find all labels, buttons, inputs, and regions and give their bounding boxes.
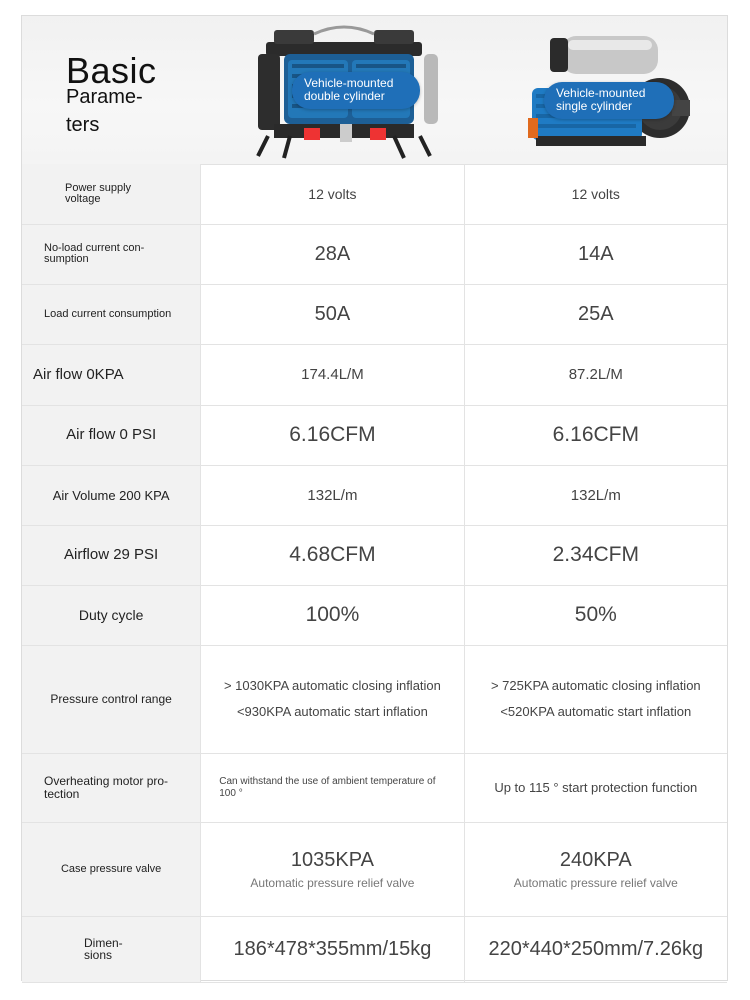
title-sub-line1: Parame- [66, 86, 143, 108]
double-value [201, 645, 464, 753]
row-label [22, 585, 201, 645]
row-label-text: Air flow 0 PSI [66, 426, 157, 443]
row-label [22, 465, 201, 525]
table-row [22, 405, 727, 465]
table-row [22, 344, 727, 405]
single-value: 220*440*250mm/7.26kg [464, 916, 727, 982]
row-label [22, 405, 201, 465]
row-label [22, 284, 201, 344]
row-label-line: sions [84, 948, 113, 962]
row-label-line: No-load current con- [44, 242, 145, 254]
row-label-line: Overheating motor pro- [44, 773, 169, 788]
row-label-line: tection [44, 786, 80, 801]
double-value [201, 753, 464, 822]
single-cylinder-compressor-icon [522, 28, 692, 162]
spec-table [22, 164, 727, 983]
badge-single [544, 82, 674, 119]
double-value-main: 1035KPA [290, 848, 374, 871]
table-row [22, 465, 727, 525]
header [22, 16, 727, 165]
table-row [22, 916, 727, 982]
single-value: 6.16CFM [464, 405, 727, 465]
double-value-note: Automatic pressure relief valve [250, 875, 415, 890]
single-value-note: Automatic pressure relief valve [513, 875, 678, 890]
row-label [22, 822, 201, 916]
single-value: 12 volts [464, 164, 727, 224]
double-value: 132L/m [201, 465, 464, 525]
double-value [201, 822, 464, 916]
row-label-text: Air flow 0KPA [33, 365, 124, 383]
row-label-text: Duty cycle [78, 607, 144, 623]
table-row [22, 753, 727, 822]
single-value: 132L/m [464, 465, 727, 525]
table-row [22, 164, 727, 224]
single-value: 87.2L/M [464, 344, 727, 405]
row-label-line: Power supply [65, 181, 132, 194]
double-value: 6.16CFM [201, 405, 464, 465]
badge-single-line1: Vehicle-mounted [556, 86, 646, 100]
row-label [22, 224, 201, 284]
single-value: 14A [464, 224, 727, 284]
table-row [22, 224, 727, 284]
double-value: 174.4L/M [201, 344, 464, 405]
badge-single-line2: single cylinder [556, 99, 633, 113]
badge-double [292, 72, 420, 109]
double-value-line: <930KPA automatic start inflation [236, 704, 428, 719]
row-label-text: Air Volume 200 KPA [52, 487, 170, 503]
double-cylinder-compressor-icon [244, 24, 444, 164]
badge-double-line1: Vehicle-mounted [304, 76, 394, 90]
double-value: 12 volts [201, 164, 464, 224]
row-label-text: Airflow 29 PSI [64, 546, 159, 563]
single-value [464, 645, 727, 753]
row-label-line: voltage [65, 192, 101, 205]
table-row [22, 645, 727, 753]
single-value [464, 822, 727, 916]
single-value: 2.34CFM [464, 525, 727, 585]
single-value-line: > 725KPA automatic closing inflation [490, 678, 701, 693]
row-label [22, 645, 201, 753]
single-value-main: 240KPA [559, 848, 632, 871]
row-label [22, 525, 201, 585]
double-value: 28A [201, 224, 464, 284]
double-value-text: Can withstand the use of ambient temperature of 100 ° [219, 775, 436, 799]
table-row [22, 585, 727, 645]
single-value: Up to 115 ° start protection function [464, 753, 727, 822]
row-label [22, 164, 201, 224]
table-row [22, 525, 727, 585]
title-main: Basic [66, 50, 157, 91]
title-sub-line2: ters [66, 114, 100, 136]
row-label-text: Case pressure valve [60, 863, 162, 875]
spec-sheet [21, 15, 728, 981]
row-label [22, 344, 201, 405]
row-label-line: Dimen- [84, 936, 123, 950]
double-value: 4.68CFM [201, 525, 464, 585]
double-value-line: > 1030KPA automatic closing inflation [223, 678, 441, 693]
table-row [22, 822, 727, 916]
single-value: 50% [464, 585, 727, 645]
row-label-text: Pressure control range [50, 692, 172, 706]
row-label [22, 916, 201, 982]
double-value: 186*478*355mm/15kg [201, 916, 464, 982]
row-label-line: sumption [44, 253, 89, 265]
single-value-line: <520KPA automatic start inflation [500, 704, 692, 719]
table-row [22, 284, 727, 344]
single-value: 25A [464, 284, 727, 344]
double-value: 100% [201, 585, 464, 645]
row-label-text: Load current consumption [44, 307, 172, 320]
row-label [22, 753, 201, 822]
double-value: 50A [201, 284, 464, 344]
badge-double-line2: double cylinder [304, 89, 385, 103]
